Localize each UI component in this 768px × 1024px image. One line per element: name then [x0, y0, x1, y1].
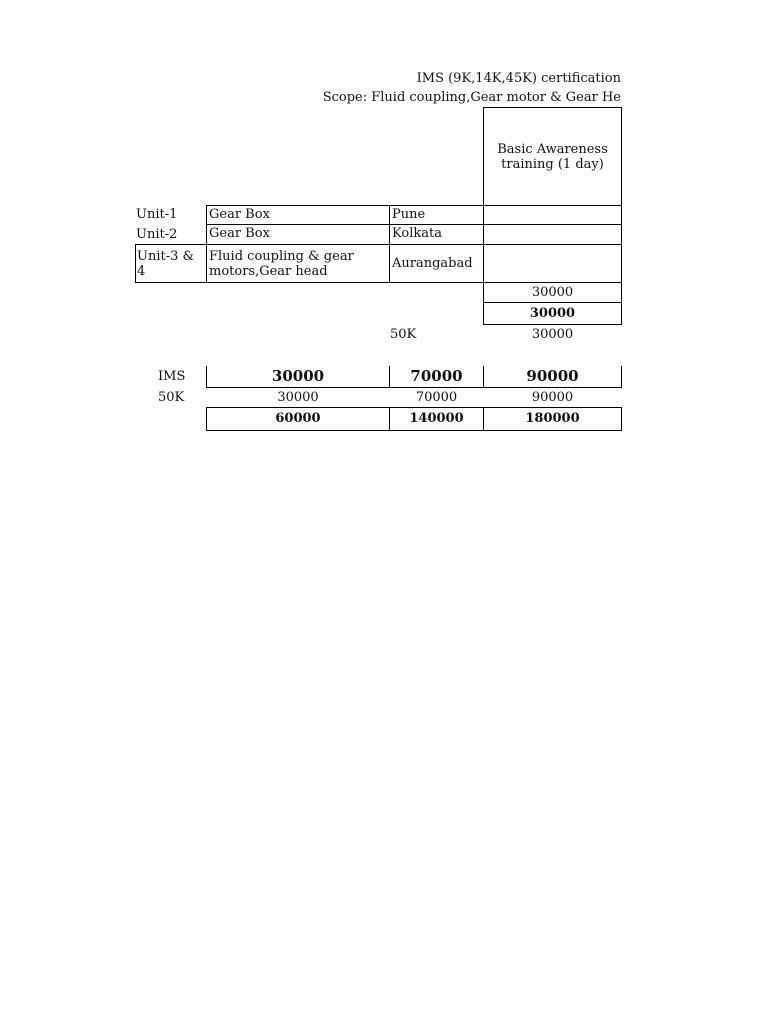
unit-1-label: Unit-1: [136, 207, 178, 222]
summary-50k-value-3: 90000: [531, 390, 574, 405]
training-total-cell: 30000: [483, 302, 622, 325]
unit-3-4-label-text: Unit-3 & 4: [137, 248, 195, 279]
unit-2-value: [483, 224, 622, 245]
summary-ims-value-1: 30000: [271, 367, 325, 385]
summary-ims-value-2: 70000: [410, 367, 463, 385]
unit-1-product: Gear Box: [206, 205, 390, 225]
unit-3-4-product-text: Fluid coupling & gear motors,Gear head: [209, 248, 354, 279]
unit-2-product: Gear Box: [206, 224, 390, 245]
unit-3-4-value: [483, 244, 622, 283]
summary-divider: [206, 387, 622, 388]
training-value-cell: 30000: [483, 282, 622, 303]
summary-divider: [621, 366, 622, 388]
summary-50k-value-1: 30000: [277, 390, 319, 405]
summary-50k-value-2: 70000: [415, 390, 458, 405]
summary-total-3: 180000: [483, 407, 622, 431]
training-header-label: Basic Awareness training (1 day): [497, 141, 608, 172]
summary-ims-label: IMS: [158, 369, 186, 384]
unit-2-location: Kolkata: [389, 224, 484, 245]
training-header-cell: [483, 107, 622, 206]
unit-3-4-product: [206, 244, 390, 283]
unit-3-4-label: [135, 244, 207, 283]
unit-2-label: Unit-2: [136, 227, 178, 242]
certification-title: IMS (9K,14K,45K) certification: [416, 71, 621, 86]
unit-3-4-location-text: Aurangabad: [392, 256, 473, 271]
summary-50k-label: 50K: [158, 390, 185, 405]
training-50k-value: 30000: [531, 327, 574, 342]
summary-ims-value-3: 90000: [526, 367, 579, 385]
summary-total-2: 140000: [389, 407, 484, 431]
unit-3-4-location: [389, 244, 484, 283]
unit-1-location: Pune: [389, 205, 484, 225]
scope-text: Scope: Fluid coupling,Gear motor & Gear He: [322, 90, 621, 105]
training-50k-label: 50K: [390, 327, 417, 342]
unit-1-value: [483, 205, 622, 225]
summary-total-1: 60000: [206, 407, 390, 431]
